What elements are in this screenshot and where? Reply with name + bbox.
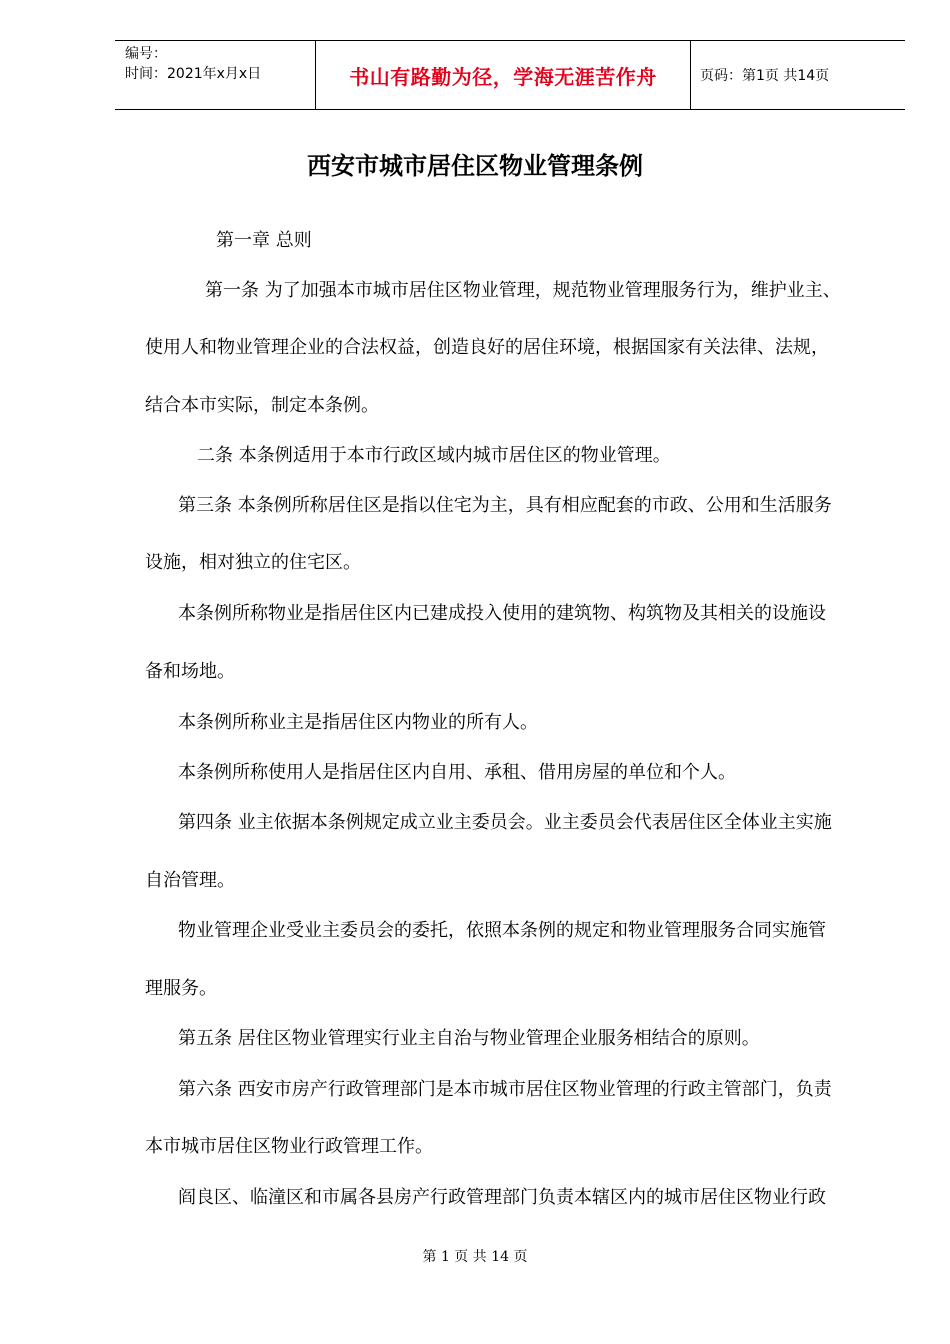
time-label: 时间：2021年x月x日 [125,66,262,82]
header-meta [115,41,315,109]
body-line: 自治管理。 [145,870,235,891]
motto-text: 书山有路勤为径，学海无涯苦作舟 [349,64,657,89]
body-line: 结合本市实际，制定本条例。 [145,395,379,416]
body-line: 第三条 本条例所称居住区是指以住宅为主，具有相应配套的市政、公用和生活服务 [178,495,832,516]
body-line: 二条 本条例适用于本市行政区域内城市居住区的物业管理。 [197,445,671,466]
body-line: 第五条 居住区物业管理实行业主自治与物业管理企业服务相结合的原则。 [178,1028,760,1049]
body-line: 第六条 西安市房产行政管理部门是本市城市居住区物业管理的行政主管部门，负责 [178,1079,832,1100]
header-page-cell [690,41,905,109]
body-line: 本条例所称物业是指居住区内已建成投入使用的建筑物、构筑物及其相关的设施设 [178,603,826,624]
page-info: 页码：第1页 共14页 [700,68,830,84]
serial-label: 编号： [125,46,167,62]
body-line: 本市城市居住区物业行政管理工作。 [145,1136,433,1157]
body-line: 第四条 业主依据本条例规定成立业主委员会。业主委员会代表居住区全体业主实施 [178,812,832,833]
body-line: 设施，相对独立的住宅区。 [145,552,361,573]
body-line: 备和场地。 [145,661,235,682]
body-line: 物业管理企业受业主委员会的委托，依照本条例的规定和物业管理服务合同实施管 [178,920,826,941]
body-line: 理服务。 [145,978,217,999]
body-line: 使用人和物业管理企业的合法权益，创造良好的居住环境，根据国家有关法律、法规， [145,337,829,358]
document-title: 西安市城市居住区物业管理条例 [307,152,643,180]
header-motto-cell [315,41,691,109]
page-header [115,40,905,110]
page-footer: 第 1 页 共 14 页 [422,1249,528,1265]
chapter-heading: 第一章 总则 [216,230,312,251]
body-line: 本条例所称使用人是指居住区内自用、承租、借用房屋的单位和个人。 [178,762,736,783]
body-line: 第一条 为了加强本市城市居住区物业管理，规范物业管理服务行为，维护业主、 [205,280,841,301]
body-line: 本条例所称业主是指居住区内物业的所有人。 [178,712,538,733]
body-line: 阎良区、临潼区和市属各县房产行政管理部门负责本辖区内的城市居住区物业行政 [178,1187,826,1208]
